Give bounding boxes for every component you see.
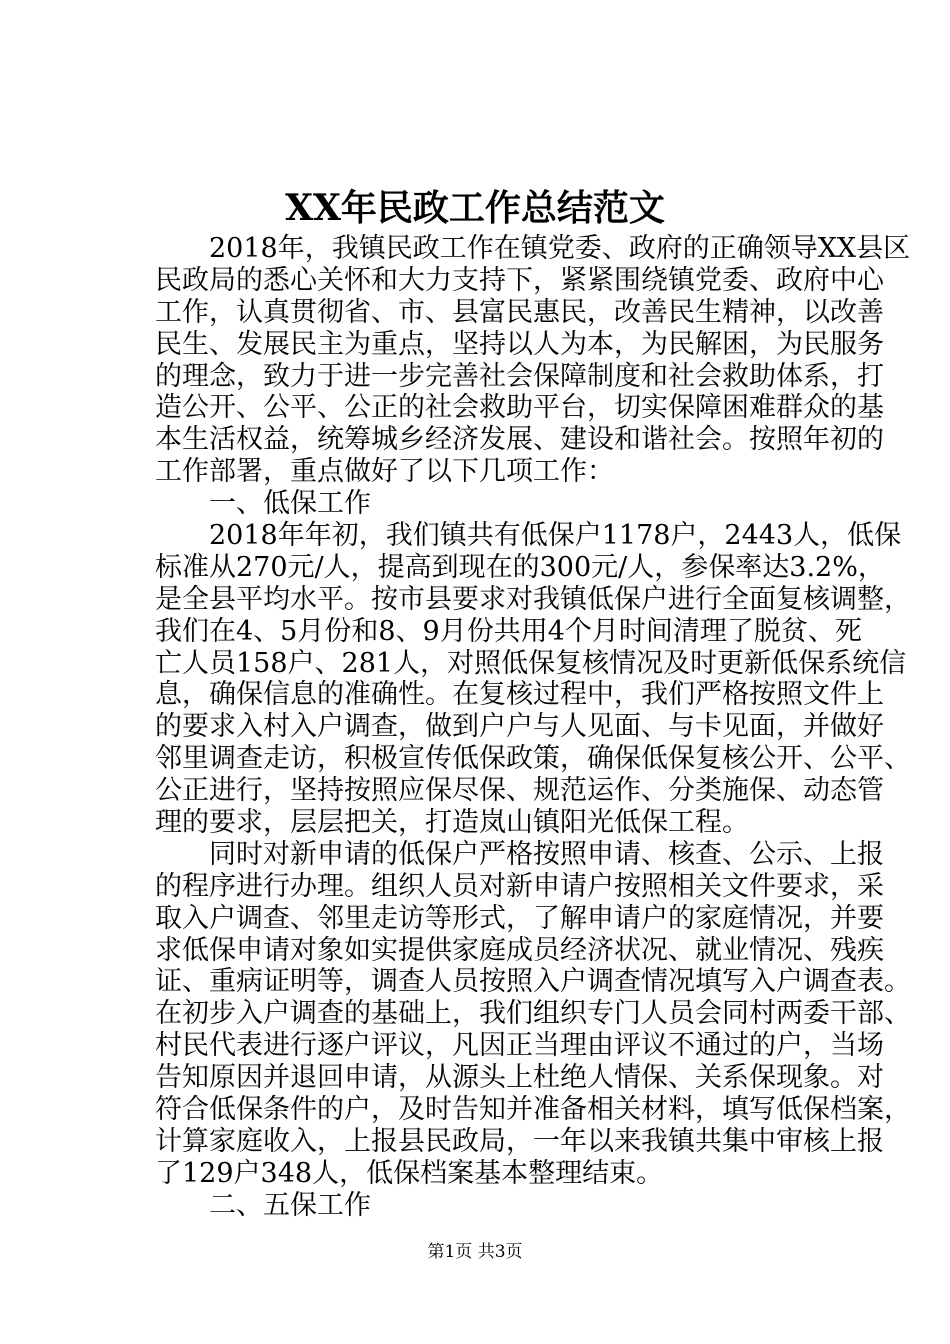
page-title: XX年民政工作总结范文 [285,187,665,229]
text-line: 2018年，我镇民政工作在镇党委、政府的正确领导XX县区 [182,233,911,264]
text-line: 村民代表进行逐户评议，凡因正当理由评议不通过的户，当场 [155,1030,884,1062]
paragraph-1 [155,233,911,488]
text-line: 符合低保条件的户，及时告知并准备相关材料，填写低保档案， [155,1094,911,1126]
text-line: 的理念，致力于进一步完善社会保障制度和社会救助体系，打 [155,360,884,392]
text-line: 理的要求，层层把关，打造岚山镇阳光低保工程。 [155,807,749,839]
text-line: 民政局的悉心关怀和大力支持下，紧紧围绕镇党委、政府中心 [155,264,884,296]
page-number-footer: 第1页 共3页 [427,1242,523,1262]
text-line: 告知原因并退回申请，从源头上杜绝人情保、关系保现象。对 [155,1062,884,1094]
text-line: 本生活权益，统筹城乡经济发展、建设和谐社会。按照年初的 [155,424,884,456]
text-line: 公正进行，坚持按照应保尽保、规范运作、分类施保、动态管 [155,775,884,807]
section-heading-2: 二、五保工作 [182,1189,371,1221]
text-line: 证、重病证明等，调查人员按照入户调查情况填写入户调查表。 [155,966,911,998]
text-line: 求低保申请对象如实提供家庭成员经济状况、就业情况、残疾 [155,934,884,966]
text-line: 同时对新申请的低保户严格按照申请、核查、公示、上报 [182,838,884,870]
text-line: 的要求入村入户调查，做到户户与人见面、与卡见面，并做好 [155,711,884,743]
text-line: 是全县平均水平。按市县要求对我镇低保户进行全面复核调整， [155,583,911,615]
paragraph-2 [155,520,911,839]
paragraph-3 [155,838,911,1190]
text-line: 邻里调查走访，积极宣传低保政策，确保低保复核公开、公平、 [155,743,911,775]
text-line: 了129户348人，低保档案基本整理结束。 [155,1157,664,1189]
text-line: 息，确保信息的准确性。在复核过程中，我们严格按照文件上 [155,679,884,711]
text-line: 工作，认真贯彻省、市、县富民惠民，改善民生精神，以改善 [155,296,884,328]
text-line: 造公开、公平、公正的社会救助平台，切实保障困难群众的基 [155,392,884,424]
text-line: 工作部署，重点做好了以下几项工作： [155,456,614,488]
text-line: 在初步入户调查的基础上，我们组织专门人员会同村两委干部、 [155,998,911,1030]
section-heading-1: 一、低保工作 [182,488,371,520]
text-line: 的程序进行办理。组织人员对新申请户按照相关文件要求，采 [155,870,884,902]
text-line: 我们在4、5月份和8、9月份共用4个月时间清理了脱贫、死 [155,615,862,647]
document-body [155,233,911,1222]
text-line: 亡人员158户、281人，对照低保复核情况及时更新低保系统信 [155,647,907,679]
text-line: 2018年年初，我们镇共有低保户1178户，2443人，低保 [182,520,902,552]
text-line: 民生、发展民主为重点，坚持以人为本，为民解困，为民服务 [155,328,884,360]
text-line: 计算家庭收入，上报县民政局，一年以来我镇共集中审核上报 [155,1125,884,1157]
text-line: 标准从270元/人，提高到现在的300元/人，参保率达3.2%， [155,551,885,583]
text-line: 取入户调查、邻里走访等形式，了解申请户的家庭情况，并要 [155,902,884,934]
